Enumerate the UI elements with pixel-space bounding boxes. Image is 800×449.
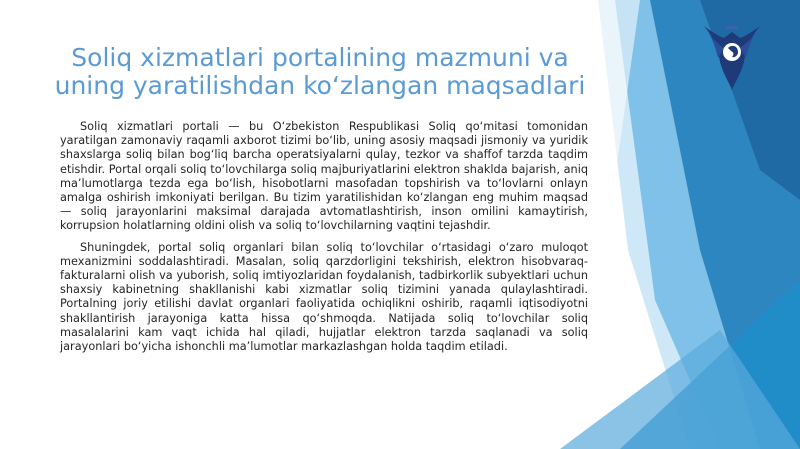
paragraph-2: Shuningdek, portal soliq organlari bilan soliq to‘lovchilar o‘rtasidagi o‘zaro muloqot mexanizmini soddalashtiradi. Masalan, soliq qarzdorligini tekshirish, elektron hisobvaraq-fakturalarni olish va yuborish, soliq imtiyozlaridan foydalanish, tadbirkorlik subyektlari uchun shaxsiy kabinetning shakllanishi kabi xizmatlar soliq tizimini yanada qulaylashtiradi. Portalning joriy etilishi davlat organlari faoliyatida ochiqlikni oshirib, raqamli iqtisodiyotni shakllantirish jarayoniga katta hissa qo‘shmoqda. Natijada soliq to‘lovchilar soliq masalalarini kam vaqt ichida hal qiladi, hujjatlar elektron tarzda saqlanadi va soliq jarayonlari bo‘yicha ishonchli ma’lumotlar markazlashgan holda taqdim etiladi. — [60, 240, 588, 354]
slide-body — [60, 120, 588, 361]
eagle-emblem-icon — [700, 18, 764, 92]
slide-title: Soliq xizmatlari portalining mazmuni va uning yaratilishdan ko‘zlangan maqsadlari — [54, 44, 586, 100]
paragraph-1: Soliq xizmatlari portali — bu O‘zbekiston Respublikasi Soliq qo‘mitasi tomonidan yaratilgan zamonaviy raqamli axborot tizimi bo‘lib, uning asosiy maqsadi jismoniy va yuridik shaxslarga soliq bilan bog‘liq barcha operatsiyalarni qulay, tezkor va shaffof tarzda taqdim etishdir. Portal orqali soliq to‘lovchilarga soliq majburiyatlarini elektron shaklda bajarish, aniq ma’lumotlarga tezda ega bo‘lish, hisobotlarni masofadan topshirish va to‘lovlarni onlayn amalga oshirish imkoniyati berilgan. Bu tizim yaratilishidan ko‘zlangan eng muhim maqsad — soliq jarayonlarini maksimal darajada avtomatlashtirish, inson omilini kamaytirish, korrupsion holatlarning oldini olish va soliq to‘lovchilarning vaqtini tejashdir. — [60, 120, 588, 233]
